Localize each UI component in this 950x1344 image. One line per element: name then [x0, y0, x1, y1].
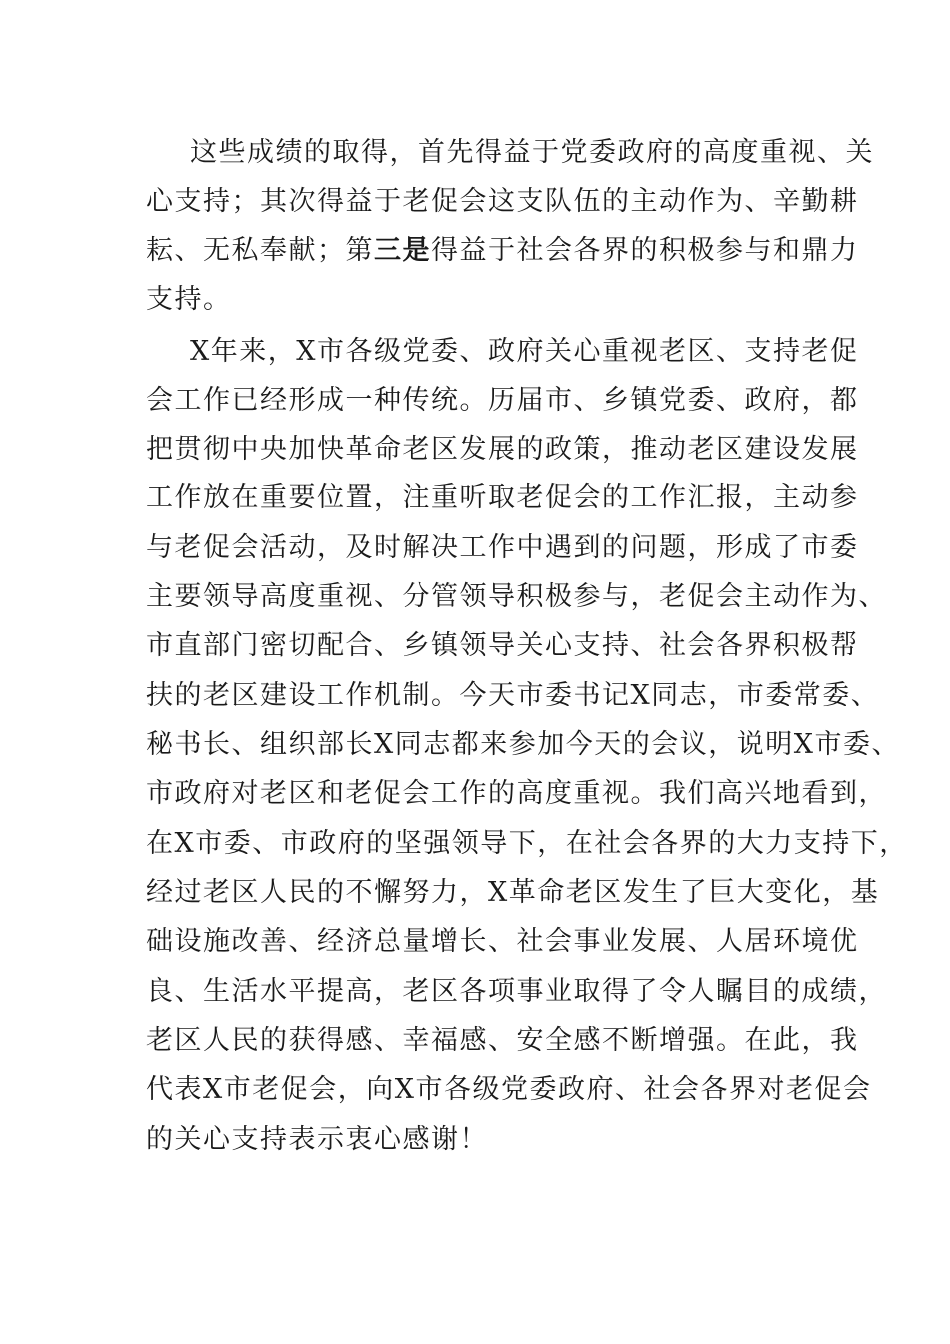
paragraph-line: 经过老区人民的不懈努力，X革命老区发生了巨大变化，基 [146, 877, 880, 908]
paragraph-line: 主要领导高度重视、分管领导积极参与，老促会主动作为、 [146, 581, 887, 612]
paragraph-line: 扶的老区建设工作机制。今天市委书记X同志，市委常委、 [146, 680, 880, 711]
paragraph-line: 础设施改善、经济总量增长、社会事业发展、人居环境优 [146, 926, 859, 957]
paragraph-line: 市直部门密切配合、乡镇领导关心支持、社会各界积极帮 [146, 630, 859, 661]
paragraph-line: 会工作已经形成一种传统。历届市、乡镇党委、政府，都 [146, 385, 859, 416]
text-segment: 得益于社会各界的积极参与和鼎力 [431, 235, 859, 266]
paragraph-line: 代表X市老促会，向X市各级党委政府、社会各界对老促会 [146, 1074, 872, 1105]
paragraph-line: 秘书长、组织部长X同志都来参加今天的会议，说明X市委、 [146, 729, 900, 760]
paragraph-line: 与老促会活动，及时解决工作中遇到的问题，形成了市委 [146, 532, 859, 563]
paragraph-line: 心支持；其次得益于老促会这支队伍的主动作为、辛勤耕 [146, 186, 859, 217]
paragraph-line: 把贯彻中央加快革命老区发展的政策，推动老区建设发展 [146, 434, 859, 465]
paragraph-line: 老区人民的获得感、幸福感、安全感不断增强。在此，我 [146, 1025, 859, 1056]
paragraph-line: 工作放在重要位置，注重听取老促会的工作汇报，主动参 [146, 482, 859, 513]
bold-text: 三是 [374, 235, 431, 266]
paragraph-line: 良、生活水平提高，老区各项事业取得了令人瞩目的成绩， [146, 976, 887, 1007]
text-segment: 耘、无私奉献；第 [146, 235, 374, 266]
paragraph-line: 这些成绩的取得，首先得益于党委政府的高度重视、关 [190, 137, 874, 168]
paragraph-line: 市政府对老区和老促会工作的高度重视。我们高兴地看到， [146, 778, 887, 809]
paragraph-line: X年来，X市各级党委、政府关心重视老区、支持老促 [190, 336, 859, 367]
paragraph-line: 支持。 [146, 284, 232, 315]
paragraph-line [146, 235, 859, 267]
paragraph-line: 的关心支持表示衷心感谢！ [146, 1124, 488, 1155]
paragraph-line: 在X市委、市政府的坚强领导下，在社会各界的大力支持下， [146, 828, 908, 859]
